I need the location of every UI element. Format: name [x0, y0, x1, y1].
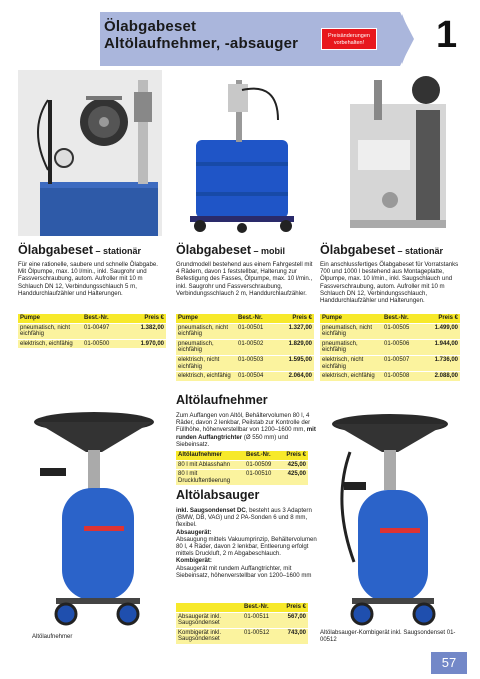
- price-table-mobile: [176, 314, 314, 381]
- table-header-row: [320, 314, 460, 323]
- table-header: Preis €: [279, 603, 308, 612]
- photo-caption-collector: Altölaufnehmer: [32, 634, 73, 640]
- table-cell: pneumatisch, nicht eichfähig: [176, 323, 236, 339]
- table-row: [176, 339, 314, 355]
- table-cell-price: 743,00: [279, 628, 308, 644]
- table-header: Best.-Nr.: [242, 603, 279, 612]
- table-cell: Kombigerät inkl. Saugsondenset: [176, 628, 242, 644]
- table-header: Preis €: [125, 314, 166, 323]
- table-cell-price: 425,00: [279, 460, 308, 470]
- table-row: [176, 628, 308, 644]
- table-header: Preis €: [422, 314, 460, 323]
- table-cell: pneumatisch, eichfähig: [176, 339, 236, 355]
- table-cell-price: 2.064,00: [276, 372, 314, 381]
- table-cell-price: 1.970,00: [125, 339, 166, 348]
- table-cell-price: 1.736,00: [422, 355, 460, 371]
- table-cell-price: 1.944,00: [422, 339, 460, 355]
- table-cell: 01-00509: [244, 460, 279, 470]
- table-row: [176, 612, 308, 628]
- table-cell-price: 2.088,00: [422, 372, 460, 381]
- table-header-row: [176, 314, 314, 323]
- photo-waste-oil-extractor: [324, 412, 452, 628]
- table-cell: elektrisch, nicht eichfähig: [320, 355, 382, 371]
- table-row: [176, 372, 314, 381]
- table-row: [176, 460, 308, 470]
- table-row: [320, 339, 460, 355]
- page-title-line2: Altölaufnehmer, -absauger: [104, 35, 299, 52]
- table-cell: elektrisch, eichfähig: [320, 372, 382, 381]
- table-row: [320, 355, 460, 371]
- table-cell-price: 1.327,00: [276, 323, 314, 339]
- table-cell-price: 1.382,00: [125, 323, 166, 339]
- table-cell: 01-00505: [382, 323, 422, 339]
- table-cell: 80 l mit Druckluftentleerung: [176, 470, 244, 486]
- table-cell: 01-00500: [82, 339, 125, 348]
- section-description-stationary: Für eine rationelle, saubere und schnelle Ölabgabe. Mit Ölpumpe, max. 10 l/min., inkl. Saugrohr und Fassverschraubung, autom. Aufroller mit 10 m Schlauch DN 12, Verbindungsschlauch 5 m, Handdurchlaufzähler und Halterungen.: [18, 261, 158, 297]
- table-row: [320, 372, 460, 381]
- table-cell-price: 425,00: [279, 470, 308, 486]
- price-table-stationary: [18, 314, 166, 348]
- table-cell: 01-00507: [382, 355, 422, 371]
- table-row: [176, 470, 308, 486]
- table-header: Altölaufnehmer: [176, 451, 244, 460]
- table-cell: elektrisch, nicht eichfähig: [176, 355, 236, 371]
- page-number: 57: [431, 652, 467, 674]
- table-header: Best.-Nr.: [82, 314, 125, 323]
- table-row: [18, 323, 166, 339]
- table-header: [176, 603, 242, 612]
- photo-oil-dispenser-tank: [330, 70, 458, 236]
- section-description-collector: Zum Auffangen von Altöl, Behältervolumen 80 l, 4 Räder, davon 2 lenkbar, Peilstab zur Kontrolle der Füllhöhe, höhenverstellbar von 1200–1600 mm, mit runden Auffangtrichter (Ø 550 mm) und Siebeinsatz.: [176, 412, 316, 448]
- table-row: [176, 323, 314, 339]
- table-cell: Absaugerät inkl. Saugsondenset: [176, 612, 242, 628]
- table-cell: 01-00501: [236, 323, 276, 339]
- section-heading-stationary-tank: Ölabgabeset – stationär: [320, 243, 444, 257]
- table-row: [18, 339, 166, 348]
- table-cell: pneumatisch, nicht eichfähig: [18, 323, 82, 339]
- table-header: Best.-Nr.: [382, 314, 422, 323]
- table-header: Preis €: [276, 314, 314, 323]
- table-header: Pumpe: [320, 314, 382, 323]
- section-description-mobile: Grundmodell bestehend aus einem Fahrgestell mit 4 Rädern, davon 1 feststellbar, Halterung zur Befestigung des Fasses, Ölpumpe, max. 10 l/min., inkl. Saugrohr und Fassverschraubung, Verbindungsschlauch 2 m, Handdurchlaufzähler.: [176, 261, 313, 297]
- table-row: [320, 323, 460, 339]
- table-cell: 01-00497: [82, 323, 125, 339]
- table-header: Pumpe: [176, 314, 236, 323]
- table-cell: 01-00508: [382, 372, 422, 381]
- table-cell: 01-00503: [236, 355, 276, 371]
- table-cell: elektrisch, eichfähig: [18, 339, 82, 348]
- section-heading-stationary: Ölabgabeset – stationär: [18, 243, 142, 257]
- section-heading-collector: Altölaufnehmer: [176, 393, 268, 407]
- price-notice-badge: Preisänderungen vorbehalten!: [321, 28, 377, 50]
- table-header: Best.-Nr.: [244, 451, 279, 460]
- photo-waste-oil-collector: [30, 408, 166, 630]
- photo-oil-dispenser-stationary: [18, 70, 162, 236]
- section-description-stationary-tank: Ein anschlussfertiges Ölabgabeset für Vorratstanks 700 und 1000 l bestehend aus Montageplatte, Ölpumpe, max. 10 l/min., inkl. Saugschlauch und Fassverschraubung, autom. Aufroller mit 10 m Schlauch DN 12, Verbindungsschlauch, Handdurchlaufzähler und Halterungen.: [320, 261, 459, 305]
- table-cell: 01-00510: [244, 470, 279, 486]
- table-header: Best.-Nr.: [236, 314, 276, 323]
- table-cell: 01-00506: [382, 339, 422, 355]
- price-table-stationary-tank: [320, 314, 460, 381]
- section-heading-extractor: Altölabsauger: [176, 488, 260, 502]
- table-cell: 01-00511: [242, 612, 279, 628]
- section-description-extractor: inkl. Saugsondenset DC, besteht aus 3 Adaptern (BMW, DB, VAG) und 2 PA-Sonden 6 und 8 mm, flexibel. Absaugerät: Absaugung mittels Vakuumprinzip, Behältervolumen 80 l, 4 Räder, davon 2 lenkbar, Entleerung erfolgt mittels Druckluft, 2 m Abgabeschlauch. Kombigerät: Absaugerät mit rundem Auffangtrichter, mit Siebeinsatz, höhenverstellbar von 1200–1600 mm: [176, 507, 317, 579]
- price-table-collector: [176, 451, 308, 485]
- table-cell: elektrisch, eichfähig: [176, 372, 236, 381]
- table-cell: 01-00504: [236, 372, 276, 381]
- table-header: Preis €: [279, 451, 308, 460]
- header-left-blank: [0, 12, 100, 66]
- table-cell: 01-00502: [236, 339, 276, 355]
- page-title-line1: Ölabgabeset: [104, 18, 197, 35]
- section-heading-mobile: Ölabgabeset – mobil: [176, 243, 286, 257]
- table-cell-price: 567,00: [279, 612, 308, 628]
- table-cell-price: 1.499,00: [422, 323, 460, 339]
- table-header: Pumpe: [18, 314, 82, 323]
- table-header-row: [176, 451, 308, 460]
- chapter-number: 1: [436, 14, 458, 56]
- table-cell: 80 l mit Ablasshahn: [176, 460, 244, 470]
- table-cell-price: 1.595,00: [276, 355, 314, 371]
- table-cell: pneumatisch, eichfähig: [320, 339, 382, 355]
- table-cell: 01-00512: [242, 628, 279, 644]
- table-header-row: [176, 603, 308, 612]
- table-header-row: [18, 314, 166, 323]
- table-row: [176, 355, 314, 371]
- top-strip: [0, 0, 480, 12]
- table-cell: pneumatisch, nicht eichfähig: [320, 323, 382, 339]
- photo-oil-dispenser-mobile: [178, 70, 300, 236]
- photo-caption-extractor: Altölabsauger-Kombigerät inkl. Saugsondenset 01-00512: [320, 630, 456, 643]
- table-cell-price: 1.829,00: [276, 339, 314, 355]
- price-table-extractor: [176, 603, 308, 644]
